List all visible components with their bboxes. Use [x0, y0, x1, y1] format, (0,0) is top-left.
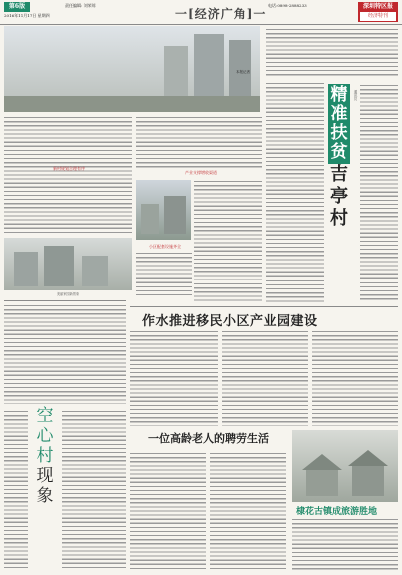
- building-icon: [4, 26, 260, 112]
- right-mid-col: [266, 82, 324, 302]
- section-bracket-left: 一[: [175, 7, 195, 21]
- top-story-byline: 本报记者: [236, 70, 250, 74]
- middle-col2: [222, 330, 308, 426]
- top-story-col2: [136, 116, 262, 168]
- masthead-phone: 电话:0898-2888233: [268, 3, 307, 8]
- masthead-logo: [358, 2, 398, 22]
- sidebar-title: [328, 84, 354, 244]
- section-bracket-right: ]一: [246, 7, 267, 21]
- right-top-col1: [266, 28, 398, 78]
- feature-headline: 一位高龄老人的聘劳生活: [148, 432, 269, 445]
- sidebar-byline: 通讯员: [354, 90, 358, 101]
- masthead: [0, 0, 402, 26]
- top-story-col3: [194, 180, 262, 280]
- page-number-badge: 第6版: [4, 2, 30, 12]
- feature-col1: [130, 452, 206, 570]
- left-title-char-4: 现: [36, 466, 54, 486]
- top-photo: [4, 26, 260, 112]
- left-lower-text-top: [4, 304, 126, 404]
- left-title-char-3: 村: [36, 446, 54, 466]
- feature-col2: [210, 452, 286, 570]
- left-lower-text-right: [62, 410, 126, 570]
- sidebar-title-box: [328, 84, 350, 164]
- masthead-date: 2016年11月17日 星期四: [4, 13, 50, 18]
- masthead-section: [175, 5, 266, 22]
- section-title: 经济广角: [194, 7, 247, 21]
- left-title-char-5: 象: [36, 486, 54, 506]
- sidebar-char-4: 贫: [330, 142, 348, 162]
- middle-col1: [130, 330, 218, 426]
- left-lower-text-left: [4, 410, 28, 570]
- logo-line1: 深圳特区报: [362, 3, 393, 10]
- subhead-3: 小区配套设施齐全: [149, 244, 181, 249]
- top-story-lead: [4, 116, 132, 236]
- sidebar-char-6: 亭: [330, 186, 348, 207]
- middle-col3: [312, 330, 398, 426]
- subhead-1: 新村规划合理有序: [53, 166, 85, 171]
- subhead-2: 产业支撑增收渠道: [185, 170, 217, 175]
- bottom-right-headline: 棣花古镇成旅游胜地: [296, 507, 378, 517]
- logo-line2: 经济特刊: [360, 12, 396, 21]
- top-story-col4: [136, 252, 192, 298]
- masthead-rule: [0, 24, 402, 25]
- mid-photo: [136, 180, 191, 240]
- top-story-col5: [194, 282, 262, 302]
- village-icon: [136, 180, 191, 240]
- left-title-char-1: 空: [36, 406, 54, 426]
- middle-headline: 作水推进移民小区产业园建设: [142, 314, 318, 329]
- lower-left-photo: [4, 238, 132, 290]
- bottom-right-photo: [292, 430, 398, 502]
- sidebar-text: [360, 84, 398, 302]
- left-title-char-2: 心: [36, 426, 54, 446]
- sidebar-char-5: 吉: [330, 164, 348, 185]
- sidebar-char-7: 村: [330, 208, 348, 229]
- left-story-title: [30, 406, 60, 506]
- masthead-editor: 责任编辑: 刘荣琼: [65, 3, 96, 8]
- sidebar-char-1: 精: [330, 85, 348, 105]
- sidebar-char-3: 扶: [330, 123, 348, 143]
- sidebar-char-2: 准: [330, 104, 348, 124]
- lower-left-caption: 美丽家园新景象: [56, 292, 80, 296]
- left-lower-rule: [4, 300, 126, 301]
- town-icon: [292, 430, 398, 502]
- middle-rule: [130, 306, 398, 307]
- bottom-right-text: [292, 518, 398, 570]
- housing-icon: [4, 238, 132, 290]
